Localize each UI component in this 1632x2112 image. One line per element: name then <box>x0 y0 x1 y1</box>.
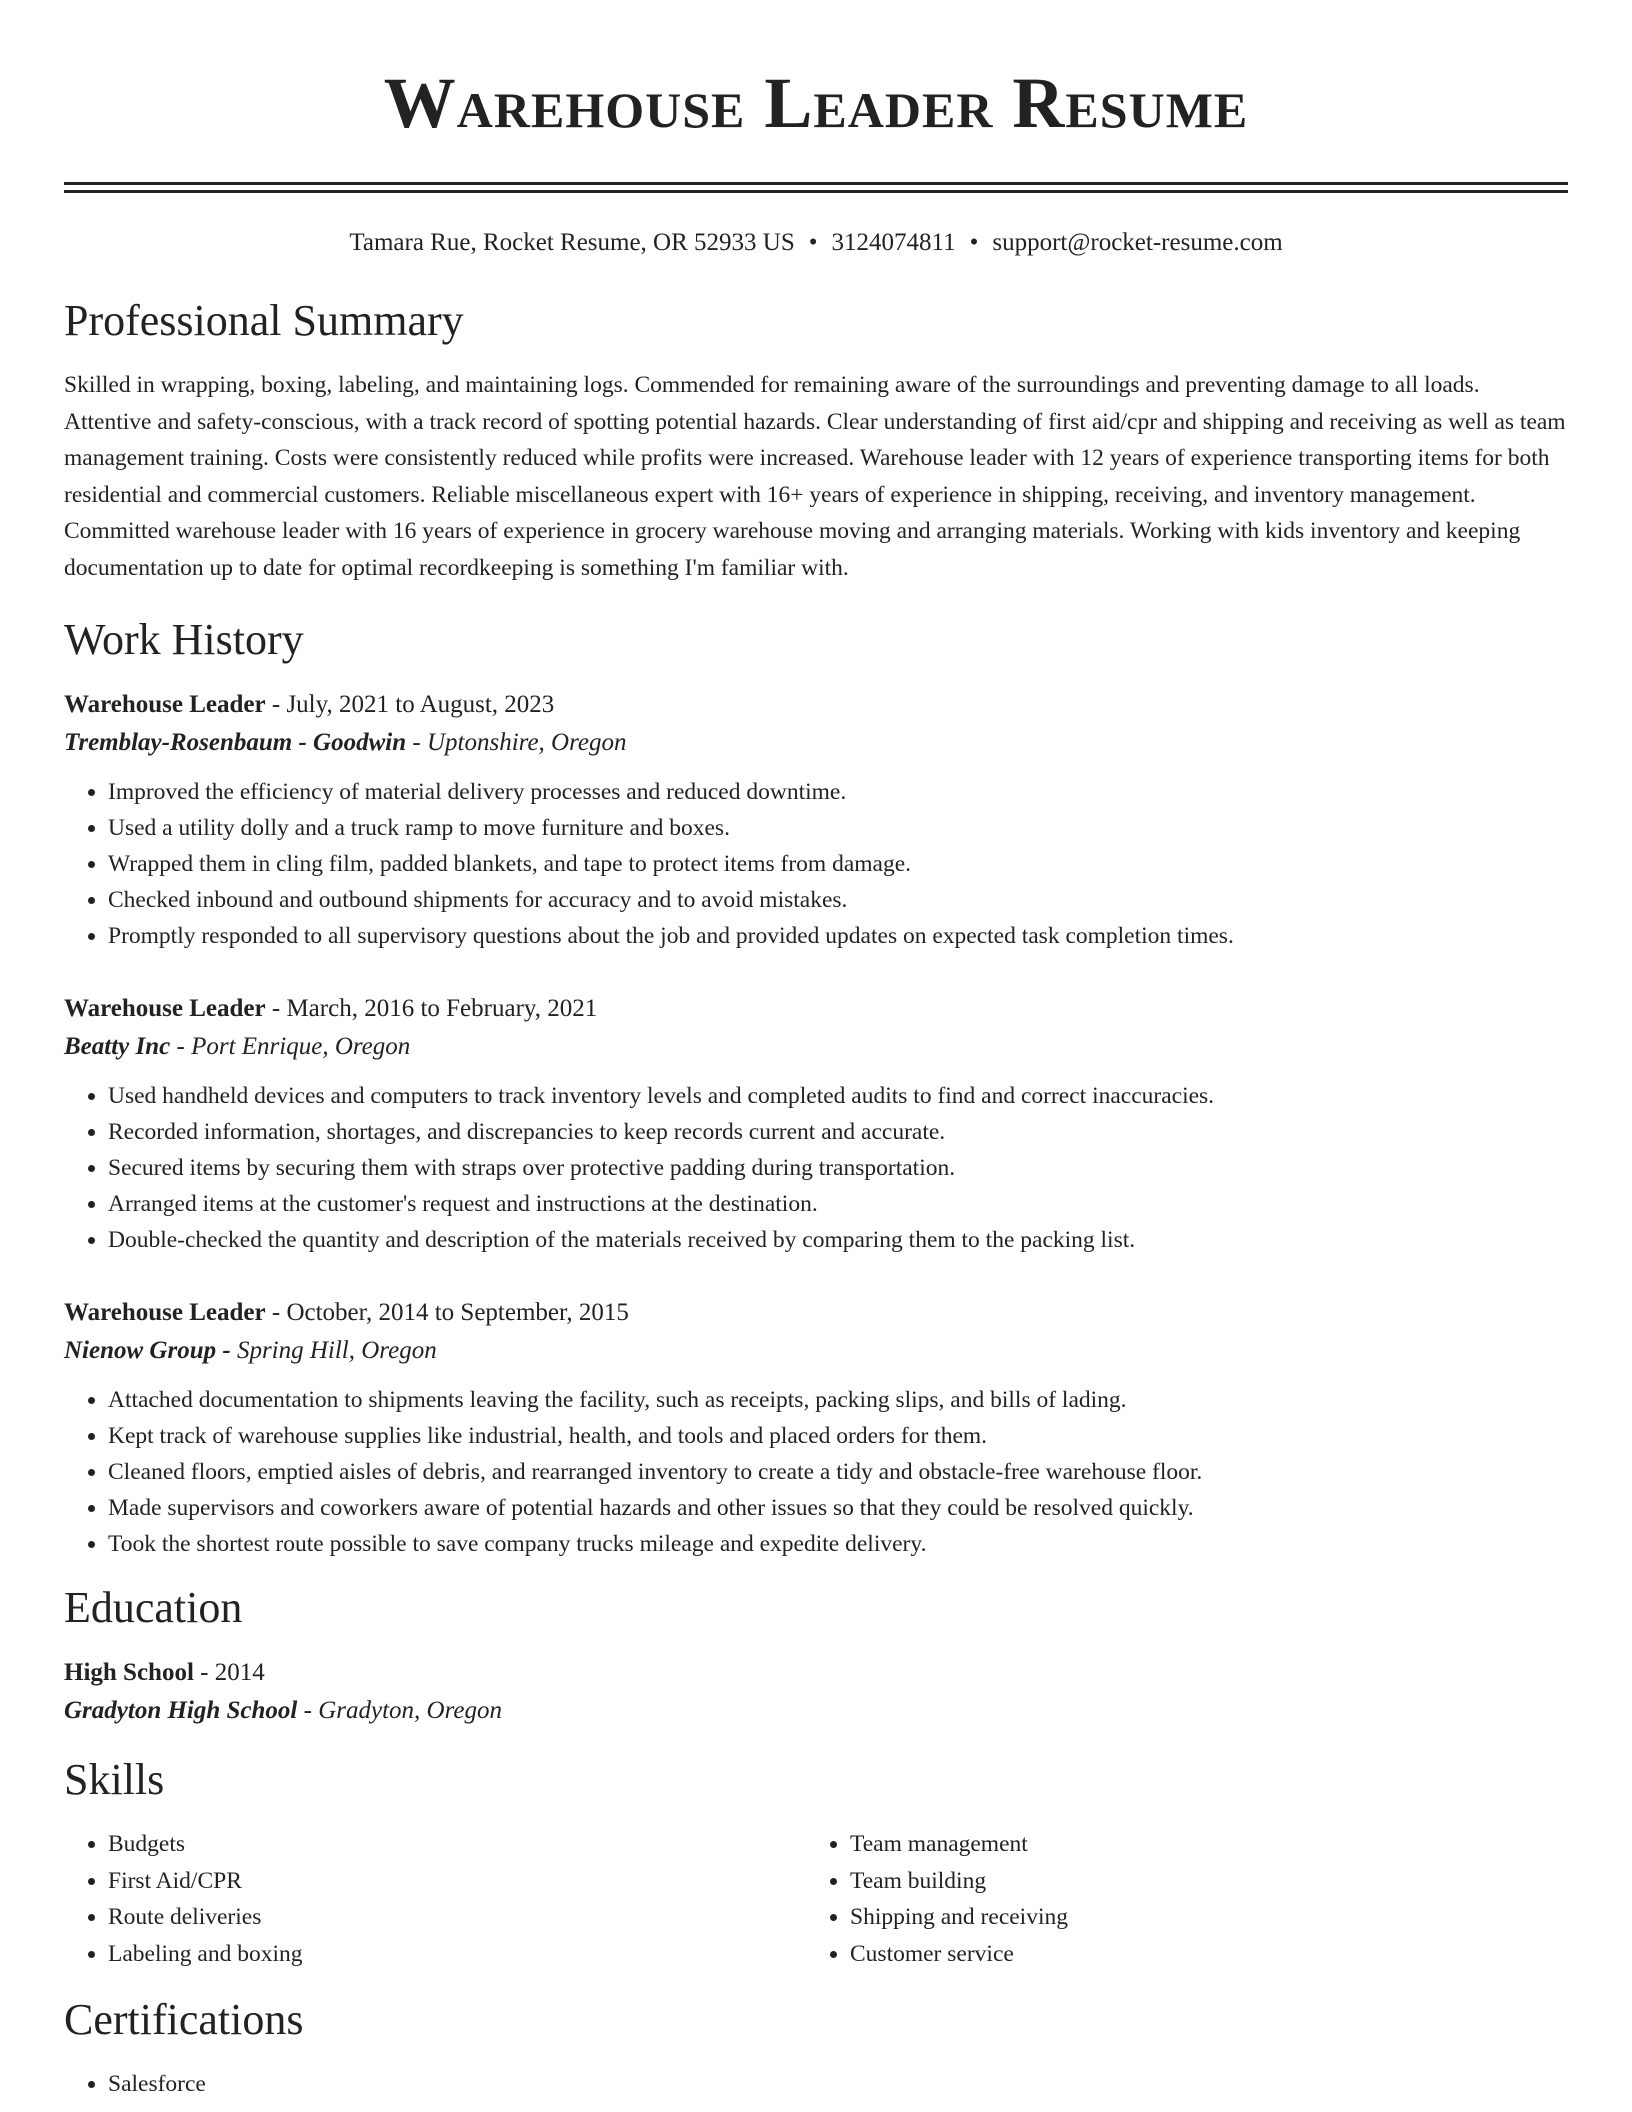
skill-item: • Customer service <box>850 1936 1566 1973</box>
skill-item: • First Aid/CPR <box>108 1863 806 1900</box>
contact-address: Tamara Rue, Rocket Resume, OR 52933 US <box>349 229 795 256</box>
job-title-line <box>64 1294 1568 1332</box>
school-line <box>64 1692 1568 1730</box>
contact-line <box>64 227 1568 259</box>
job-entry <box>64 1294 1568 1562</box>
contact-separator: • <box>969 229 979 256</box>
list-item: • Cleaned floors, emptied aisles of debris, and rearranged inventory to create a tidy and obstacle-free warehouse floor. <box>108 1454 1568 1490</box>
title-divider <box>64 182 1568 193</box>
job-bullets <box>64 1078 1568 1258</box>
company-line <box>64 1332 1568 1370</box>
skill-item: • Budgets <box>108 1826 806 1863</box>
company-line <box>64 1028 1568 1066</box>
list-item: • Improved the efficiency of material delivery processes and reduced downtime. <box>108 774 1568 810</box>
skill-item: • Team management <box>850 1826 1566 1863</box>
list-item: • Checked inbound and outbound shipments for accuracy and to avoid mistakes. <box>108 882 1568 918</box>
skill-item: • Team building <box>850 1863 1566 1900</box>
contact-phone: 3124074811 <box>831 229 956 256</box>
job-dates: - July, 2021 to August, 2023 <box>265 691 555 718</box>
job-title: Warehouse Leader <box>64 691 266 718</box>
company-name: Nienow Group - <box>64 1337 231 1364</box>
skills-column-left <box>64 1826 806 1972</box>
list-item: • Double-checked the quantity and description of the materials received by comparing them to the packing list. <box>108 1222 1568 1258</box>
job-title: Warehouse Leader <box>64 1299 266 1326</box>
list-item: • Arranged items at the customer's request and instructions at the destination. <box>108 1186 1568 1222</box>
school-location: - Gradyton, Oregon <box>297 1697 502 1724</box>
company-name: Tremblay-Rosenbaum - Goodwin <box>64 729 407 756</box>
education-entry <box>64 1654 1568 1730</box>
skill-item: • Shipping and receiving <box>850 1899 1566 1936</box>
company-location: - Port Enrique, Oregon <box>170 1033 411 1060</box>
list-item: • Wrapped them in cling film, padded blankets, and tape to protect items from damage. <box>108 846 1568 882</box>
list-item: • Recorded information, shortages, and discrepancies to keep records current and accurate. <box>108 1114 1568 1150</box>
certifications-heading: Certifications <box>64 1995 304 2044</box>
degree-line <box>64 1654 1568 1692</box>
job-dates: - October, 2014 to September, 2015 <box>265 1299 629 1326</box>
certifications-list <box>64 2066 1568 2102</box>
school-name: Gradyton High School <box>64 1697 298 1724</box>
skill-item: • Labeling and boxing <box>108 1936 806 1973</box>
list-item: • Made supervisors and coworkers aware of potential hazards and other issues so that they could be resolved quickly. <box>108 1490 1568 1526</box>
graduation-year: - 2014 <box>193 1659 265 1686</box>
contact-email: support@rocket-resume.com <box>992 229 1283 256</box>
certification-item: • Salesforce <box>108 2066 1568 2102</box>
list-item: • Used handheld devices and computers to track inventory levels and completed audits to find and correct inaccuracies. <box>108 1078 1568 1114</box>
summary-text: Skilled in wrapping, boxing, labeling, and maintaining logs. Commended for remaining aware of the surroundings and preventing damage to all loads. Attentive and safety-conscious, with a track record of spotting potential hazards. Clear understanding of first aid/cpr and shipping and receiving as well as team management training. Costs were consistently reduced while profits were increased. Warehouse leader with 12 years of experience transporting items for both residential and commercial customers. Reliable miscellaneous expert with 16+ years of experience in shipping, receiving, and inventory management. Committed warehouse leader with 16 years of experience in grocery warehouse moving and arranging materials. Working with kids inventory and keeping documentation up to date for optimal recordkeeping is something I'm familiar with. <box>64 372 1566 581</box>
company-line <box>64 724 1568 762</box>
skill-item: • Route deliveries <box>108 1899 806 1936</box>
company-location: Spring Hill, Oregon <box>230 1337 437 1364</box>
summary-heading: Professional Summary <box>64 296 464 345</box>
list-item: • Promptly responded to all supervisory questions about the job and provided updates on expected task completion times. <box>108 918 1568 954</box>
job-bullets <box>64 774 1568 954</box>
job-title-line <box>64 686 1568 724</box>
job-dates: - March, 2016 to February, 2021 <box>265 995 598 1022</box>
job-entry <box>64 990 1568 1258</box>
list-item: • Secured items by securing them with straps over protective padding during transportation. <box>108 1150 1568 1186</box>
contact-separator: • <box>808 229 818 256</box>
job-entry <box>64 686 1568 954</box>
list-item: • Used a utility dolly and a truck ramp to move furniture and boxes. <box>108 810 1568 846</box>
company-location: - Uptonshire, Oregon <box>406 729 627 756</box>
list-item: • Kept track of warehouse supplies like industrial, health, and tools and placed orders for them. <box>108 1418 1568 1454</box>
education-heading: Education <box>64 1583 243 1632</box>
skills-column-right <box>806 1826 1566 1972</box>
work-history-heading: Work History <box>64 615 304 664</box>
skills-heading: Skills <box>64 1755 165 1804</box>
job-bullets <box>64 1382 1568 1562</box>
job-title-line <box>64 990 1568 1028</box>
resume-title: Warehouse Leader Resume <box>383 63 1249 143</box>
skills-list <box>64 1826 1568 1972</box>
list-item: • Attached documentation to shipments leaving the facility, such as receipts, packing slips, and bills of lading. <box>108 1382 1568 1418</box>
list-item: • Took the shortest route possible to save company trucks mileage and expedite delivery. <box>108 1526 1568 1562</box>
job-title: Warehouse Leader <box>64 995 266 1022</box>
company-name: Beatty Inc <box>64 1033 171 1060</box>
degree: High School <box>64 1659 194 1686</box>
